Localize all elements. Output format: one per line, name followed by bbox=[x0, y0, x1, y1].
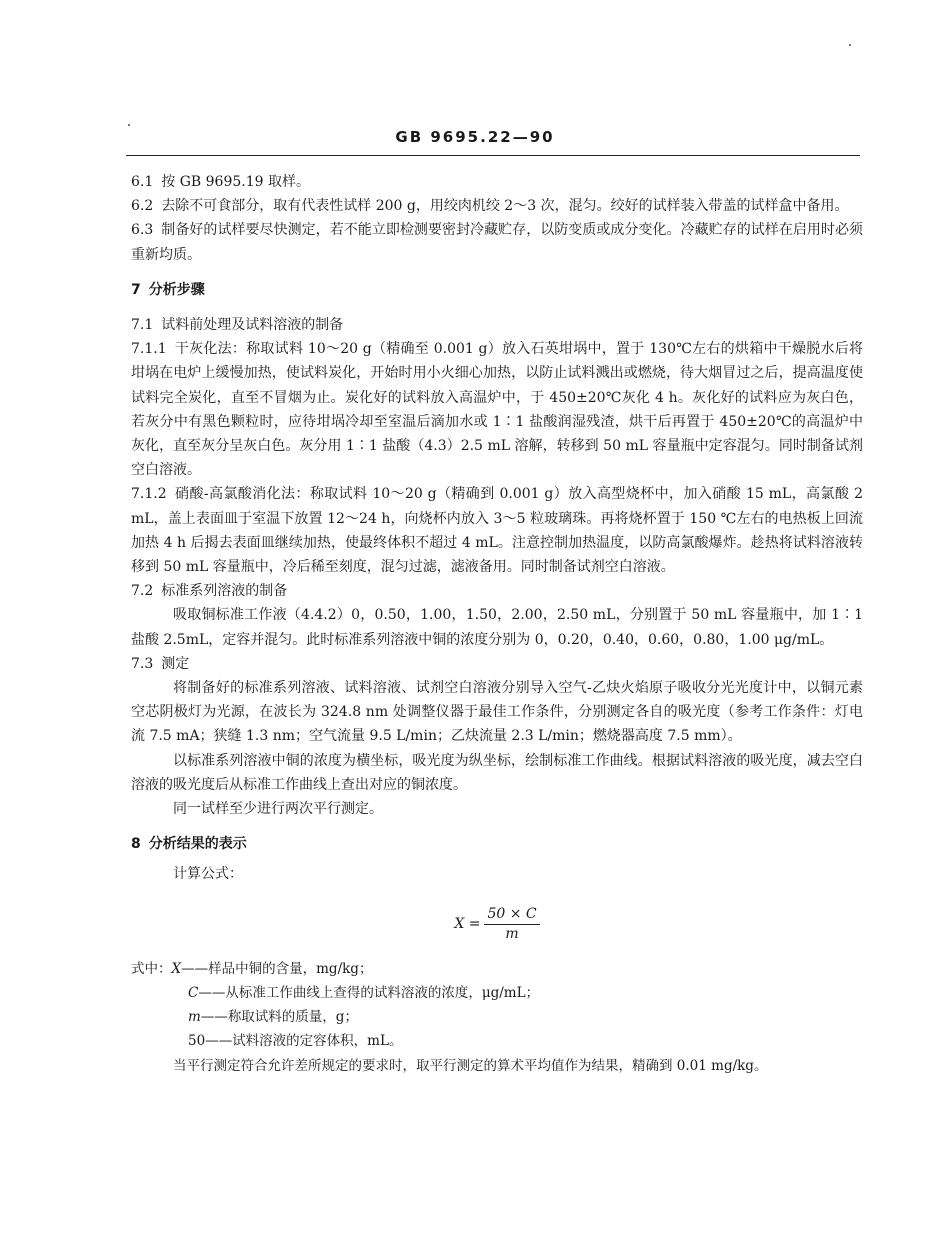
symbol-definitions bbox=[131, 957, 863, 1078]
copper-formula bbox=[131, 905, 863, 943]
standard-number: GB 9695.22—90 bbox=[395, 128, 555, 146]
definition-x: 式中：X——样品中铜的含量，mg/kg； bbox=[131, 960, 373, 977]
clause-7-2-text: 吸取铜标准工作液（4.4.2）0，0.50，1.00，1.50，2.00，2.50 mL，分别置于 50 mL 容量瓶中，加 1∶1 盐酸 2.5mL，定容并混匀。此时标准系列溶液中铜的浓度分别为 0，0.20，0.40，0.60，0.80，1.00 μg/mL。 bbox=[131, 607, 863, 648]
definition-m: m——称取试料的质量，g； bbox=[188, 1009, 358, 1026]
clause-6-2: 6.2 去除不可食部分，取有代表性试样 200 g，用绞肉机绞 2～3 次，混匀。绞好的试样装入带盖的试样盒中备用。 bbox=[131, 198, 849, 215]
clause-7-3-p1: 将制备好的标准系列溶液、试料溶液、试剂空白溶液分别导入空气-乙炔火焰原子吸收分光光度计中，以铜元素空芯阴极灯为光源，在波长为 324.8 nm 处调整仪器于最佳工作条件，分别测定各自的吸光度（参考工作条件：灯电流 7.5 mA；狭缝 1.3 nm；空气流量 9.5 L/min；乙炔流量 2.3 L/min；燃烧器高度 7.5 mm）。 bbox=[131, 680, 863, 745]
clause-7-1-heading: 7.1 试料前处理及试料溶液的制备 bbox=[131, 317, 344, 334]
definition-50: 50——试料溶液的定容体积，mL。 bbox=[188, 1033, 403, 1050]
header-rule bbox=[126, 155, 860, 156]
clause-7-1-2: 7.1.2 硝酸-高氯酸消化法：称取试料 10～20 g（精确到 0.001 g）放入高型烧杯中，加入硝酸 15 mL，高氯酸 2 mL，盖上表面皿于室温下放置 12～24 h，向烧杯内放入 3～5 粒玻璃珠。再将烧杯置于 150 ℃左右的电热板上回流加热 4 h 后揭去表面皿继续加热，使最终体积不超过 4 mL。注意控制加热温度，以防高氯酸爆炸。趁热将试料溶液转移到 50 mL 容量瓶中，冷后稀至刻度，混匀过滤，滤液备用。同时制备试剂空白溶液。 bbox=[131, 486, 863, 576]
clause-7-3-p2: 以标准系列溶液中铜的浓度为横坐标，吸光度为纵坐标，绘制标准工作曲线。根据试料溶液的吸光度，减去空白溶液的吸光度后从标准工作曲线上查出对应的铜浓度。 bbox=[131, 752, 863, 793]
formula-intro: 计算公式： bbox=[173, 866, 243, 883]
document-body bbox=[131, 170, 863, 1078]
formula-denominator: m bbox=[505, 925, 519, 942]
clause-6-1: 6.1 按 GB 9695.19 取样。 bbox=[131, 174, 310, 190]
result-precision-note: 当平行测定符合允许差所规定的要求时，取平行测定的算术平均值作为结果，精确到 0.01 mg/kg。 bbox=[173, 1057, 768, 1074]
clause-7-1-1: 7.1.1 干灰化法：称取试料 10～20 g（精确至 0.001 g）放入石英坩埚中，置于 130℃左右的烘箱中干燥脱水后将坩埚在电炉上缓慢加热，使试料炭化，开始时用小火细心加热，以防止试料溅出或燃烧，待大烟冒过之后，提高温度使试料完全炭化，直至不冒烟为止。炭化好的试料放入高温炉中，于 450±20℃灰化 4 h。灰化好的试料应为灰白色，若灰分中有黑色颗粒时，应待坩埚冷却至室温后滴加水或 1∶1 盐酸润湿残渣，烘干后再置于 450±20℃的高温炉中灰化，直至灰分呈灰白色。灰分用 1∶1 盐酸（4.3）2.5 mL 溶解，转移到 50 mL 容量瓶中定容混匀。同时制备试剂空白溶液。 bbox=[131, 341, 863, 479]
spacer bbox=[131, 302, 863, 313]
clause-7-3-heading: 7.3 测定 bbox=[131, 655, 190, 672]
clause-7-3-p3: 同一试样至少进行两次平行测定。 bbox=[173, 801, 383, 818]
spacer bbox=[131, 821, 863, 832]
formula-lhs: X = bbox=[454, 915, 481, 932]
scan-speck bbox=[849, 44, 851, 46]
scan-speck bbox=[128, 124, 130, 126]
formula-numerator: 50 × C bbox=[484, 905, 539, 925]
definition-c: C——从标准工作曲线上查得的试料溶液的浓度，μg/mL； bbox=[188, 984, 540, 1001]
spacer bbox=[131, 267, 863, 278]
formula-fraction bbox=[484, 905, 539, 943]
clause-7-2-heading: 7.2 标准系列溶液的制备 bbox=[131, 583, 288, 600]
section-8-heading: 8 分析结果的表示 bbox=[131, 836, 247, 853]
clause-6-3: 6.3 制备好的试样要尽快测定，若不能立即检测要密封冷藏贮存，以防变质或成分变化。冷藏贮存的试样在启用时必须重新均质。 bbox=[131, 222, 863, 263]
section-7-heading: 7 分析步骤 bbox=[131, 281, 205, 298]
